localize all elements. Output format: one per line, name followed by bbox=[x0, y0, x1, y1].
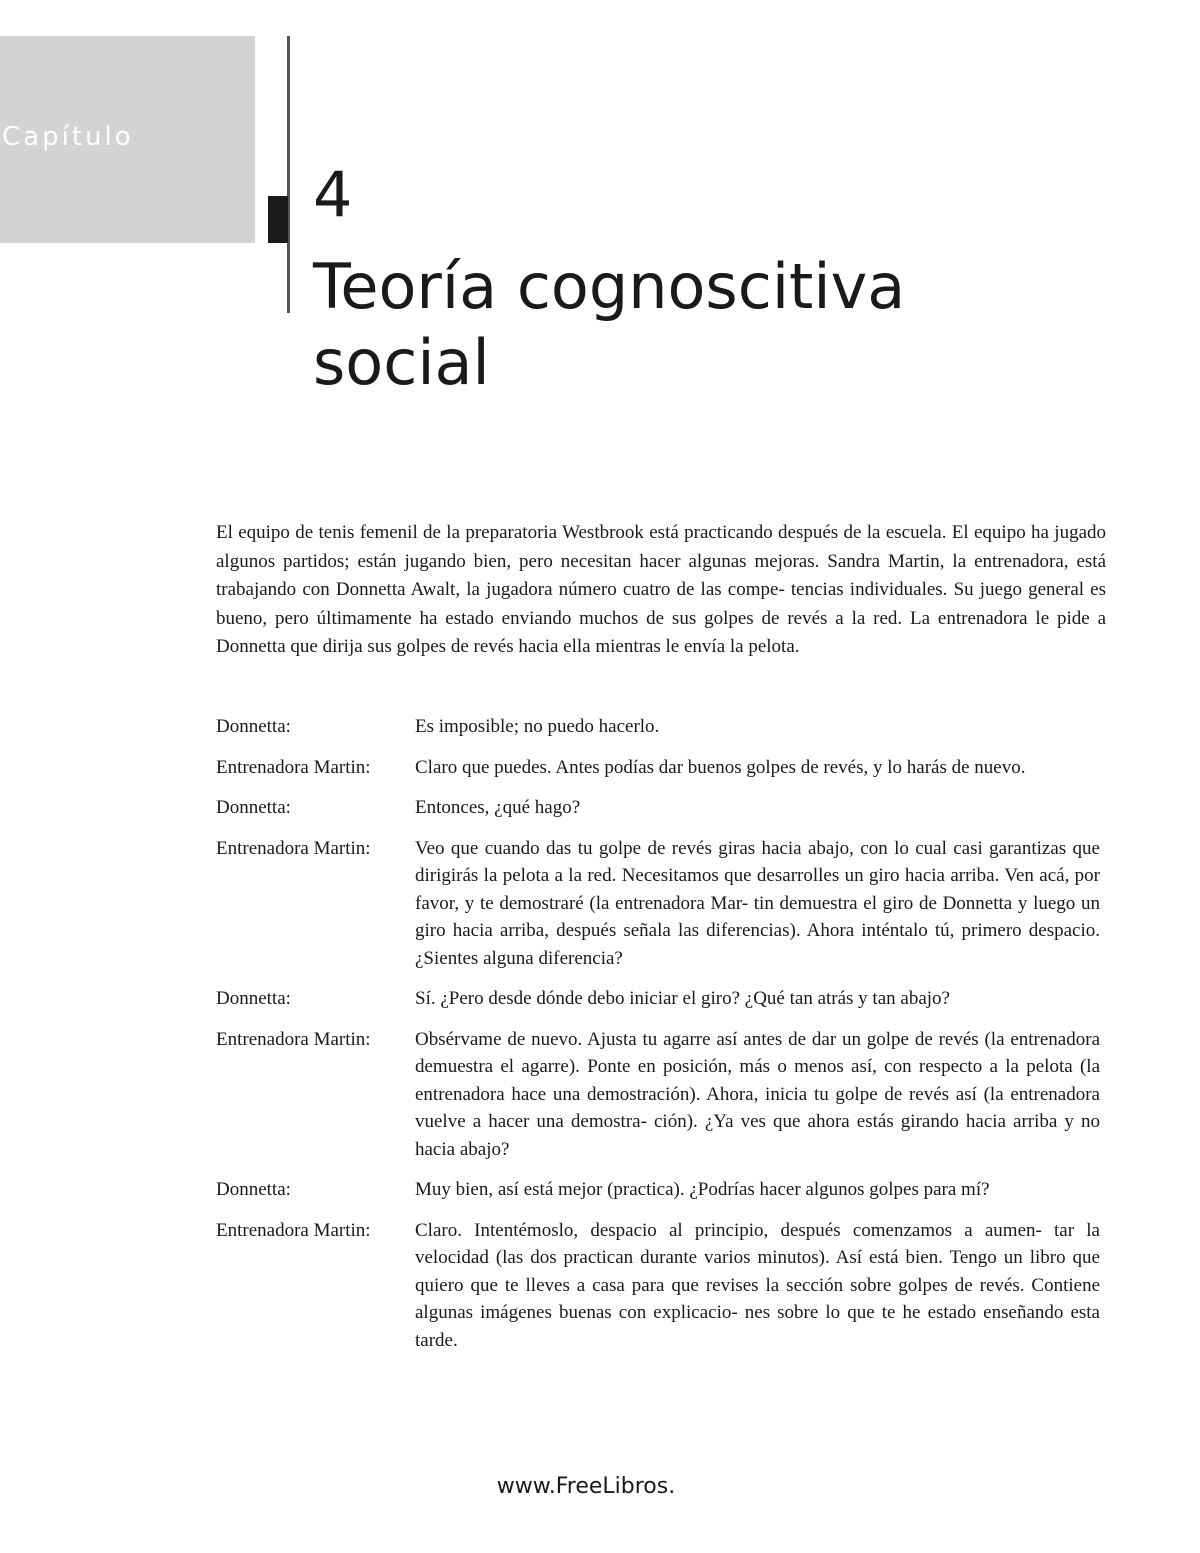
dialogue-speaker: Entrenadora Martin: bbox=[216, 1028, 371, 1050]
dialogue-text: Claro. Intentémoslo, despacio al principio, después comenzamos a aumen- tar la velocidad (las dos practican durante varios minutos). Así está bien. Tengo un libro que quiero que te lleves a casa para que revises la sección sobre golpes de revés. Contiene algunas imágenes buenas con explicacio- nes sobre lo que te he estado enseñando esta tarde. bbox=[415, 1219, 1100, 1351]
chapter-marker-block bbox=[268, 196, 288, 243]
chapter-label: Capítulo bbox=[2, 122, 134, 152]
intro-paragraph: El equipo de tenis femenil de la preparatoria Westbrook está practicando después de la escuela. El equipo ha jugado algunos partidos; están jugando bien, pero necesitan hacer algunas mejoras. Sandra Martin, la entrenadora, está trabajando con Donnetta Awalt, la jugadora número cuatro de las compe- tencias individuales. Su juego general es bueno, pero últimamente ha estado enviando muchos de sus golpes de revés a la red. La entrenadora le pide a Donnetta que dirija sus golpes de revés hacia ella mientras le envía la pelota. bbox=[216, 522, 1106, 657]
chapter-divider-line bbox=[287, 36, 290, 313]
dialogue bbox=[216, 713, 1106, 1367]
dialogue-speaker: Entrenadora Martin: bbox=[216, 837, 371, 859]
dialogue-row bbox=[216, 754, 1106, 782]
dialogue-row bbox=[216, 1026, 1106, 1164]
dialogue-speaker: Entrenadora Martin: bbox=[216, 1219, 371, 1241]
chapter-label-box bbox=[0, 36, 255, 243]
dialogue-row bbox=[216, 713, 1106, 741]
dialogue-text: Veo que cuando das tu golpe de revés giras hacia abajo, con lo cual casi garantizas que dirigirás la pelota a la red. Necesitamos que desarrolles un giro hacia arriba. Ven acá, por favor, y te demostraré (la entrenadora Mar- tin demuestra el giro de Donnetta y luego un giro hacia arriba, después señala las diferencias). Ahora inténtalo tú, primero despacio. ¿Sientes alguna diferencia? bbox=[415, 837, 1100, 969]
dialogue-text: Es imposible; no puedo hacerlo. bbox=[415, 716, 660, 737]
dialogue-speaker: Donnetta: bbox=[216, 1179, 291, 1200]
dialogue-row bbox=[216, 1217, 1106, 1355]
dialogue-text: Obsérvame de nuevo. Ajusta tu agarre así antes de dar un golpe de revés (la entrenadora demuestra el agarre). Ponte en posición, más o menos así, con respecto a la pelota (la entrenadora hace una demostración). Ahora, inicia tu golpe de revés así (la entrenadora vuelve a hacer una demostra- ción). ¿Ya ves que ahora estás girando hacia arriba y no hacia abajo? bbox=[415, 1028, 1100, 1160]
dialogue-row bbox=[216, 985, 1106, 1013]
chapter-title: Teoría cognoscitiva social bbox=[313, 250, 906, 399]
dialogue-speaker: Donnetta: bbox=[216, 797, 291, 818]
dialogue-text: Entonces, ¿qué hago? bbox=[415, 797, 581, 818]
footer-watermark-link[interactable]: www.FreeLibros. bbox=[496, 1474, 676, 1499]
chapter-number: 4 bbox=[313, 158, 353, 231]
dialogue-speaker: Donnetta: bbox=[216, 716, 291, 737]
dialogue-text: Claro que puedes. Antes podías dar buenos golpes de revés, y lo harás de nuevo. bbox=[415, 756, 1026, 778]
dialogue-speaker: Donnetta: bbox=[216, 988, 291, 1009]
dialogue-speaker: Entrenadora Martin: bbox=[216, 756, 371, 778]
dialogue-text: Muy bien, así está mejor (practica). ¿Podrías hacer algunos golpes para mí? bbox=[415, 1179, 990, 1200]
dialogue-row bbox=[216, 794, 1106, 822]
dialogue-row bbox=[216, 1176, 1106, 1204]
dialogue-text: Sí. ¿Pero desde dónde debo iniciar el giro? ¿Qué tan atrás y tan abajo? bbox=[415, 988, 950, 1009]
dialogue-row bbox=[216, 835, 1106, 973]
